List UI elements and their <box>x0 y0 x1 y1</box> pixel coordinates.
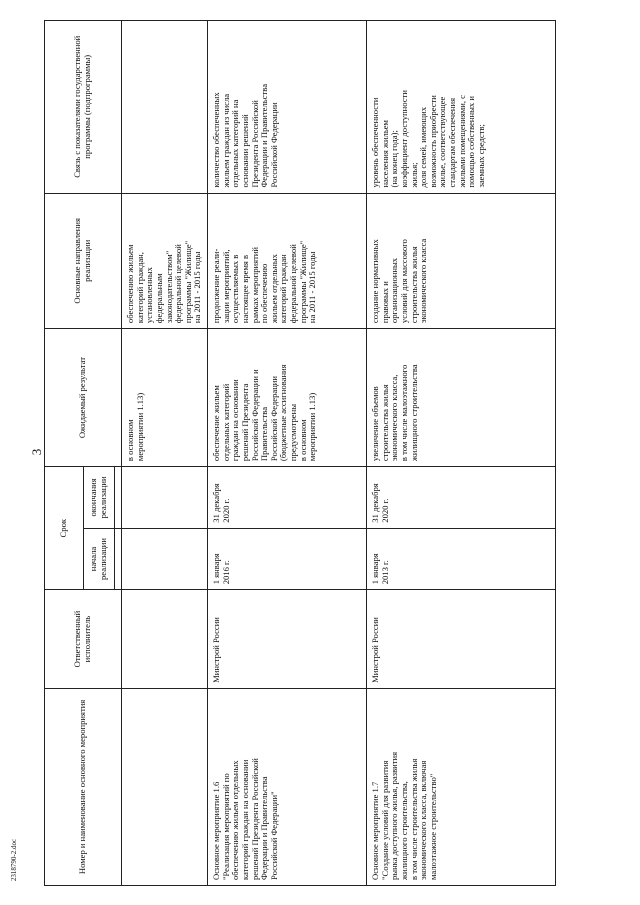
cell-result: обеспечение жильем отдельных категорий граждан на основании решений Президента Российской Федерации и Правительства Российской Федерации (бюджетные ассигнования предусмотрены в основном мероприятии 1.13) <box>208 328 367 466</box>
program-measures-table <box>44 20 556 886</box>
page-number: 3 <box>29 448 44 456</box>
cell-indicators: уровень обеспеченности населения жильем (на конец года); коэффициент доступности жилья; доля семей, имеющих возможность приобрести жилье, соответствующее стандартам обеспечения жилыми помещениями, с помощью собственных и заемных средств; <box>367 20 556 193</box>
header-directions: Основные направления реализации <box>45 193 122 329</box>
table-row <box>122 20 208 885</box>
rotated-table-sheet <box>44 20 624 886</box>
header-measure-name: Номер и наименование основного мероприятия <box>45 688 122 885</box>
cell-measure-name: Основное мероприятие 1.7 "Создание условий для развития рынка доступного жилья, развития жилищного строительства, в том числе строительства жилья экономического класса, включая малоэтажное строительство" <box>367 688 556 885</box>
document-code: 2318790-2.doc <box>10 838 18 882</box>
table-row <box>208 20 367 885</box>
cell-directions: обеспечению жильем категорий граждан, установленных федеральным законодательством" федеральной целевой программы "Жилище" на 2011 - 2015 годы <box>122 193 208 329</box>
cell-result: увеличение объемов строительства жилья экономического класса, в том числе малоэтажного жилищного строительства <box>367 328 556 466</box>
header-expected-result: Ожидаемый результат <box>45 328 122 466</box>
cell-executor: Минстрой России <box>367 589 556 688</box>
cell-indicators: количество обеспеченных жильем граждан из числа отдельных категорий на основании решений Президента Российской Федерации и Правительства Российской Федерации <box>208 20 367 193</box>
cell-executor: Минстрой России <box>208 589 367 688</box>
cell-end <box>122 466 208 528</box>
header-term-end: окончания реализации <box>84 466 115 528</box>
cell-end: 31 декабря 2020 г. <box>367 466 556 528</box>
header-indicators: Связь с показателями государственной программы (подпрограммы) <box>45 20 122 193</box>
cell-result: в основном мероприятии 1.13) <box>122 328 208 466</box>
document-page <box>24 0 640 905</box>
cell-end: 31 декабря 2020 г. <box>208 466 367 528</box>
header-executor: Ответственный исполнитель <box>45 589 122 688</box>
table-row <box>367 20 556 885</box>
cell-measure-name: Основное мероприятие 1.6 "Реализация мероприятий по обеспечению жильем отдельных категорий граждан на основании решений Президента Российской Федерации и Правительства Российской Федерации" <box>208 688 367 885</box>
cell-start: 1 января 2016 г. <box>208 528 367 590</box>
cell-indicators <box>122 20 208 193</box>
cell-directions: продолжение реали- зации мероприятий, осуществляемых в настоящее время в рамках мероприятий по обеспечению жильем отдельных категорий граждан федеральной целевой программы "Жилище" на 2011 - 2015 годы <box>208 193 367 329</box>
cell-measure-name <box>122 688 208 885</box>
cell-start: 1 января 2013 г. <box>367 528 556 590</box>
cell-start <box>122 528 208 590</box>
cell-directions: создание нормативных правовых и организационных условий для массового строительства жилья экономического класса <box>367 193 556 329</box>
header-term: Срок <box>45 466 84 589</box>
header-term-start: начала реализации <box>84 528 115 590</box>
cell-executor <box>122 589 208 688</box>
